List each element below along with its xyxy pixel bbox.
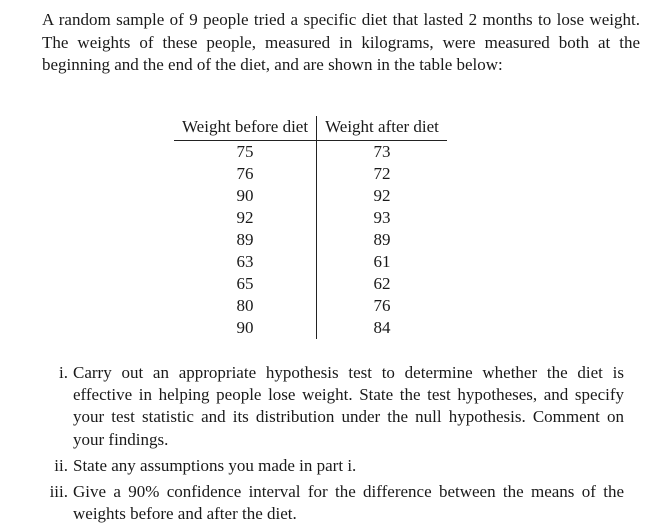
cell-after: 84 bbox=[373, 318, 391, 337]
cell-after: 93 bbox=[373, 208, 391, 227]
sub-question-text: State any assumptions you made in part i. bbox=[73, 455, 357, 475]
header-weight-before: Weight before diet bbox=[174, 116, 317, 141]
cell-after: 62 bbox=[373, 274, 391, 293]
table-row bbox=[174, 185, 447, 207]
table-row bbox=[174, 251, 447, 273]
sub-question-text: Give a 90% confidence interval for the difference between the means of the weights before and after the diet. bbox=[73, 482, 624, 524]
sub-question-text: Carry out an appropriate hypothesis test to determine whether the diet is effective in helping people lose weight. State the test hypotheses, and specify your test statistic and its distribution under the null hypothesis. Comment on your findings. bbox=[73, 363, 624, 449]
table-row bbox=[174, 141, 447, 164]
table-row bbox=[174, 163, 447, 185]
table-row bbox=[174, 295, 447, 317]
question-intro-text: A random sample of 9 people tried a specific diet that lasted 2 months to lose weight. The weights of these people, measured in kilograms, were measured both at the beginning and the end of the diet, and are shown in the table below: bbox=[42, 10, 640, 74]
cell-after: 76 bbox=[373, 296, 391, 315]
sub-question-ii bbox=[44, 455, 624, 477]
header-weight-after: Weight after diet bbox=[317, 116, 447, 141]
sub-question-i bbox=[44, 362, 624, 451]
cell-before: 90 bbox=[174, 317, 317, 339]
cell-before: 76 bbox=[174, 163, 317, 185]
sub-question-number: iii. bbox=[49, 482, 68, 502]
cell-before: 63 bbox=[174, 251, 317, 273]
cell-before: 75 bbox=[174, 141, 317, 164]
cell-after: 89 bbox=[373, 230, 391, 249]
question-intro bbox=[10, 9, 640, 77]
table-header-row bbox=[174, 116, 447, 141]
cell-after: 92 bbox=[373, 186, 391, 205]
sub-questions-list bbox=[44, 362, 624, 529]
table-row bbox=[174, 317, 447, 339]
sub-question-iii bbox=[44, 481, 624, 525]
cell-before: 90 bbox=[174, 185, 317, 207]
weights-table bbox=[174, 116, 447, 339]
cell-before: 80 bbox=[174, 295, 317, 317]
cell-after: 73 bbox=[373, 142, 391, 161]
sub-question-number: i. bbox=[59, 363, 68, 382]
table-row bbox=[174, 229, 447, 251]
cell-before: 92 bbox=[174, 207, 317, 229]
cell-after: 72 bbox=[373, 164, 391, 183]
question-label bbox=[10, 9, 42, 32]
cell-after: 61 bbox=[373, 252, 391, 271]
table-row bbox=[174, 273, 447, 295]
sub-question-number: ii. bbox=[54, 455, 68, 475]
cell-before: 65 bbox=[174, 273, 317, 295]
table-row bbox=[174, 207, 447, 229]
cell-before: 89 bbox=[174, 229, 317, 251]
weights-table-wrapper bbox=[174, 116, 447, 339]
